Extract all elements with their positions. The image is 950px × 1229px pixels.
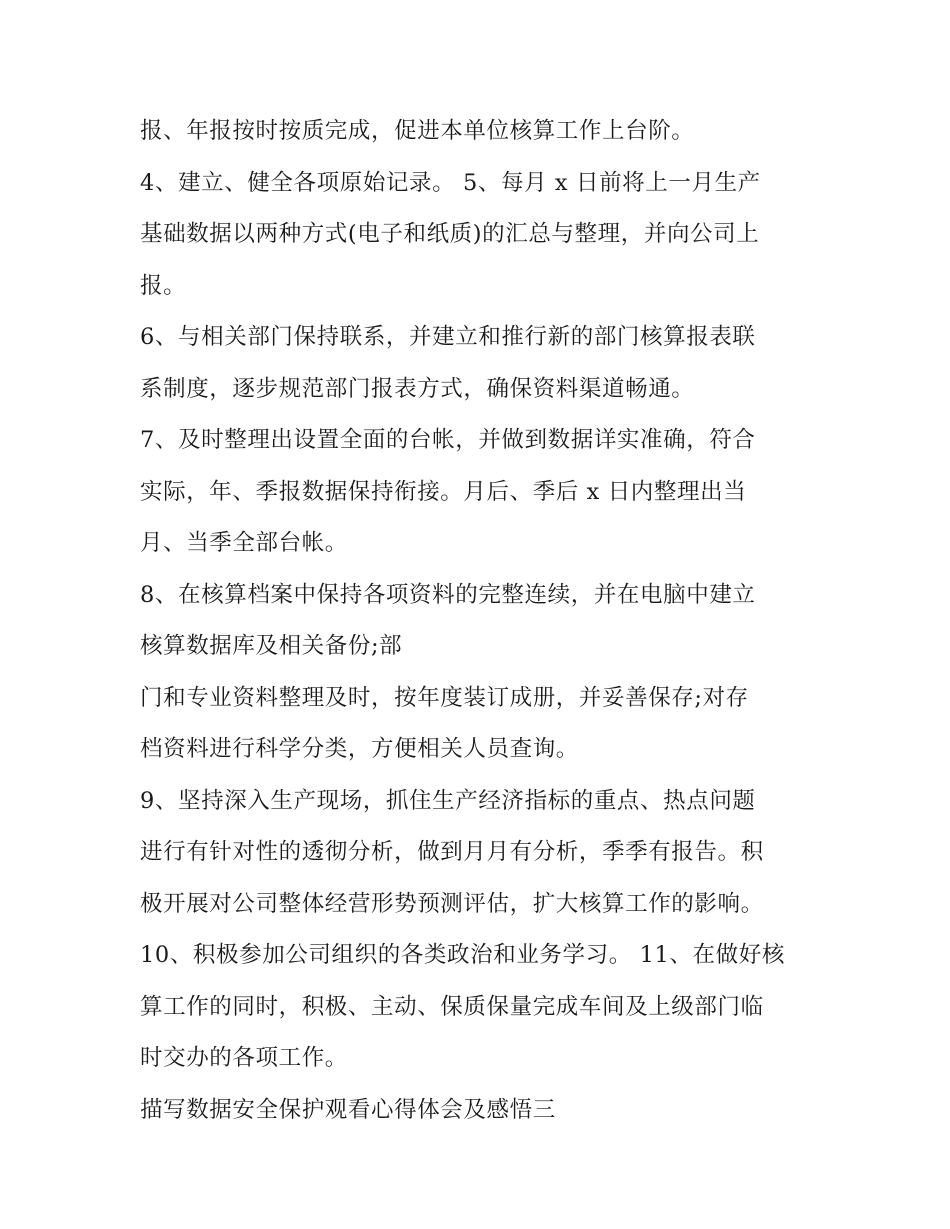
- text-line: 实际，年、季报数据保持衔接。月后、季后 x 日内整理出当: [140, 478, 747, 505]
- text-line: 基础数据以两种方式(电子和纸质)的汇总与整理，并向公司上: [140, 221, 760, 247]
- text-line: 系制度，逐步规范部门报表方式，确保资料渠道畅通。: [140, 375, 695, 402]
- text-line: 8、在核算档案中保持各项资料的完整连续，并在电脑中建立: [140, 581, 756, 608]
- text-line: 报、年报按时按质完成，促进本单位核算工作上台阶。: [140, 118, 695, 144]
- text-line: 门和专业资料整理及时，按年度装订成册，并妥善保存;对存: [140, 684, 749, 711]
- text-line: 7、及时整理出设置全面的台帐，并做到数据详实准确，符合: [140, 427, 756, 453]
- text-line: 极开展对公司整体经营形势预测评估，扩大核算工作的影响。: [140, 890, 764, 917]
- text-line: 档资料进行科学分类，方便相关人员查询。: [140, 736, 579, 762]
- text-line: 月、当季全部台帐。: [140, 530, 348, 556]
- text-line: 算工作的同时，积极、主动、保质保量完成车间及上级部门临: [140, 993, 764, 1020]
- text-line: 4、建立、健全各项原始记录。 5、每月 x 日前将上一月生产: [140, 169, 761, 196]
- text-line: 6、与相关部门保持联系，并建立和推行新的部门核算报表联: [140, 324, 756, 350]
- text-line: 核算数据库及相关备份;部: [140, 633, 403, 659]
- text-line: 9、坚持深入生产现场，抓住生产经济指标的重点、热点问题: [140, 787, 756, 814]
- text-line: 时交办的各项工作。: [140, 1045, 348, 1071]
- document-body: [140, 106, 820, 1136]
- text-line: 10、积极参加公司组织的各类政治和业务学习。 11、在做好核: [140, 942, 785, 968]
- text-line: 进行有针对性的透彻分析，做到月月有分析，季季有报告。积: [140, 839, 764, 865]
- section-heading: 描写数据安全保护观看心得体会及感悟三: [140, 1096, 556, 1123]
- text-line: 报。: [140, 272, 187, 299]
